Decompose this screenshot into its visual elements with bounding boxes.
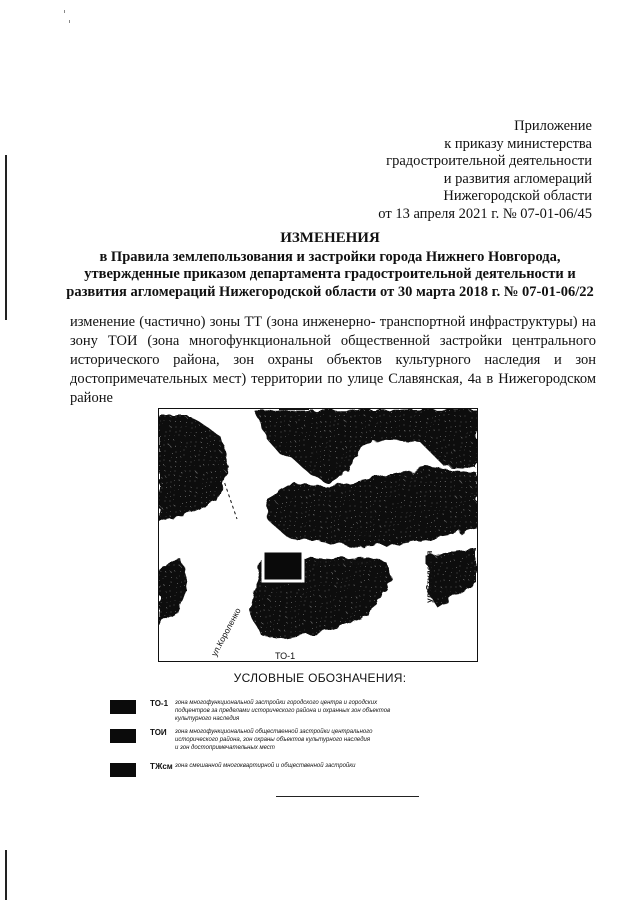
signature-line <box>276 796 419 797</box>
legend-swatch <box>110 763 136 777</box>
legend-item-toi <box>110 728 510 751</box>
title-line: утвержденные приказом департамента градостроительной деятельности и <box>84 266 576 282</box>
legend-code: ТО-1 <box>150 699 169 708</box>
appendix-line: от 13 апреля 2021 г. № 07-01-06/45 <box>378 205 592 222</box>
scan-artifact <box>5 155 7 320</box>
legend-swatch <box>110 729 136 743</box>
legend-description <box>175 762 475 770</box>
scan-artifact <box>64 10 65 13</box>
zone-block-bottom-right <box>427 549 477 607</box>
legend-desc-line: исторического района, зон охраны объектов культурного наследия <box>175 737 371 743</box>
map-label-toi: ТОИ <box>355 529 374 539</box>
legend-desc-line: и зон достопримечательных мест <box>175 745 275 751</box>
appendix-line: градостроительной деятельности <box>386 153 592 169</box>
scan-artifact <box>5 850 7 900</box>
legend-description <box>175 728 475 752</box>
legend-desc-line: зона многофункциональной общественной застройки центрального <box>175 729 373 735</box>
legend-desc-line: культурного наследия <box>175 716 240 722</box>
appendix-line: Нижегородской области <box>443 188 592 204</box>
title-line: развития агломераций Нижегородской области от 30 марта 2018 г. № 07-01-06/22 <box>66 283 594 300</box>
appendix-line: и развития агломераций <box>443 170 592 187</box>
zone-block-left <box>159 559 189 625</box>
legend-title: УСЛОВНЫЕ ОБОЗНАЧЕНИЯ: <box>233 671 407 685</box>
appendix-line: к приказу министерства <box>444 135 592 152</box>
zoning-map <box>158 408 478 662</box>
street-korolenko: ул.Короленко <box>208 606 243 658</box>
change-description: изменение (частично) зоны ТТ (зона инженерно- транспортной инфраструктуры) на зону ТОИ (зона многофункциональной общественной застройки центрального исторического района, зон охраны объектов культурного наследия и зон достопримечательных мест) территории по улице Славянская, 4а в Нижегородском районе <box>70 314 596 406</box>
map-label-to1-bottom: ТО-1 <box>275 651 296 661</box>
legend-code: ТЖсм <box>150 762 173 771</box>
legend-desc-line: зона смешанной многоквартирной и общественной застройки <box>175 763 356 769</box>
appendix-line: Приложение <box>514 118 592 134</box>
legend-swatch <box>110 700 136 714</box>
title-line: в Правила землепользования и застройки города Нижнего Новгорода, <box>99 248 561 265</box>
legend-desc-line: зона многофункциональной застройки городского центра и городских <box>175 700 378 706</box>
appendix-header <box>292 118 592 223</box>
street-slavyanskaya: ул.Славянская <box>315 557 378 567</box>
site-plot <box>263 551 303 581</box>
legend-desc-line: подцентров за пределами исторического района и охранных зон объектов <box>175 708 391 714</box>
legend-code: ТОИ <box>150 728 167 737</box>
zone-block-top-left <box>159 415 229 521</box>
street-studenaya: ул.Студеная <box>424 550 434 603</box>
legend-item-tzhsm <box>110 762 510 782</box>
document-title <box>60 230 600 301</box>
legend-description <box>175 699 475 723</box>
legend-item-to1 <box>110 699 510 722</box>
map-label-to1-top: ТО-1 <box>311 447 332 457</box>
title-main: ИЗМЕНЕНИЯ <box>280 230 380 246</box>
map-label-tzhsm: ТЖсм <box>427 585 452 595</box>
scan-artifact <box>69 20 70 23</box>
